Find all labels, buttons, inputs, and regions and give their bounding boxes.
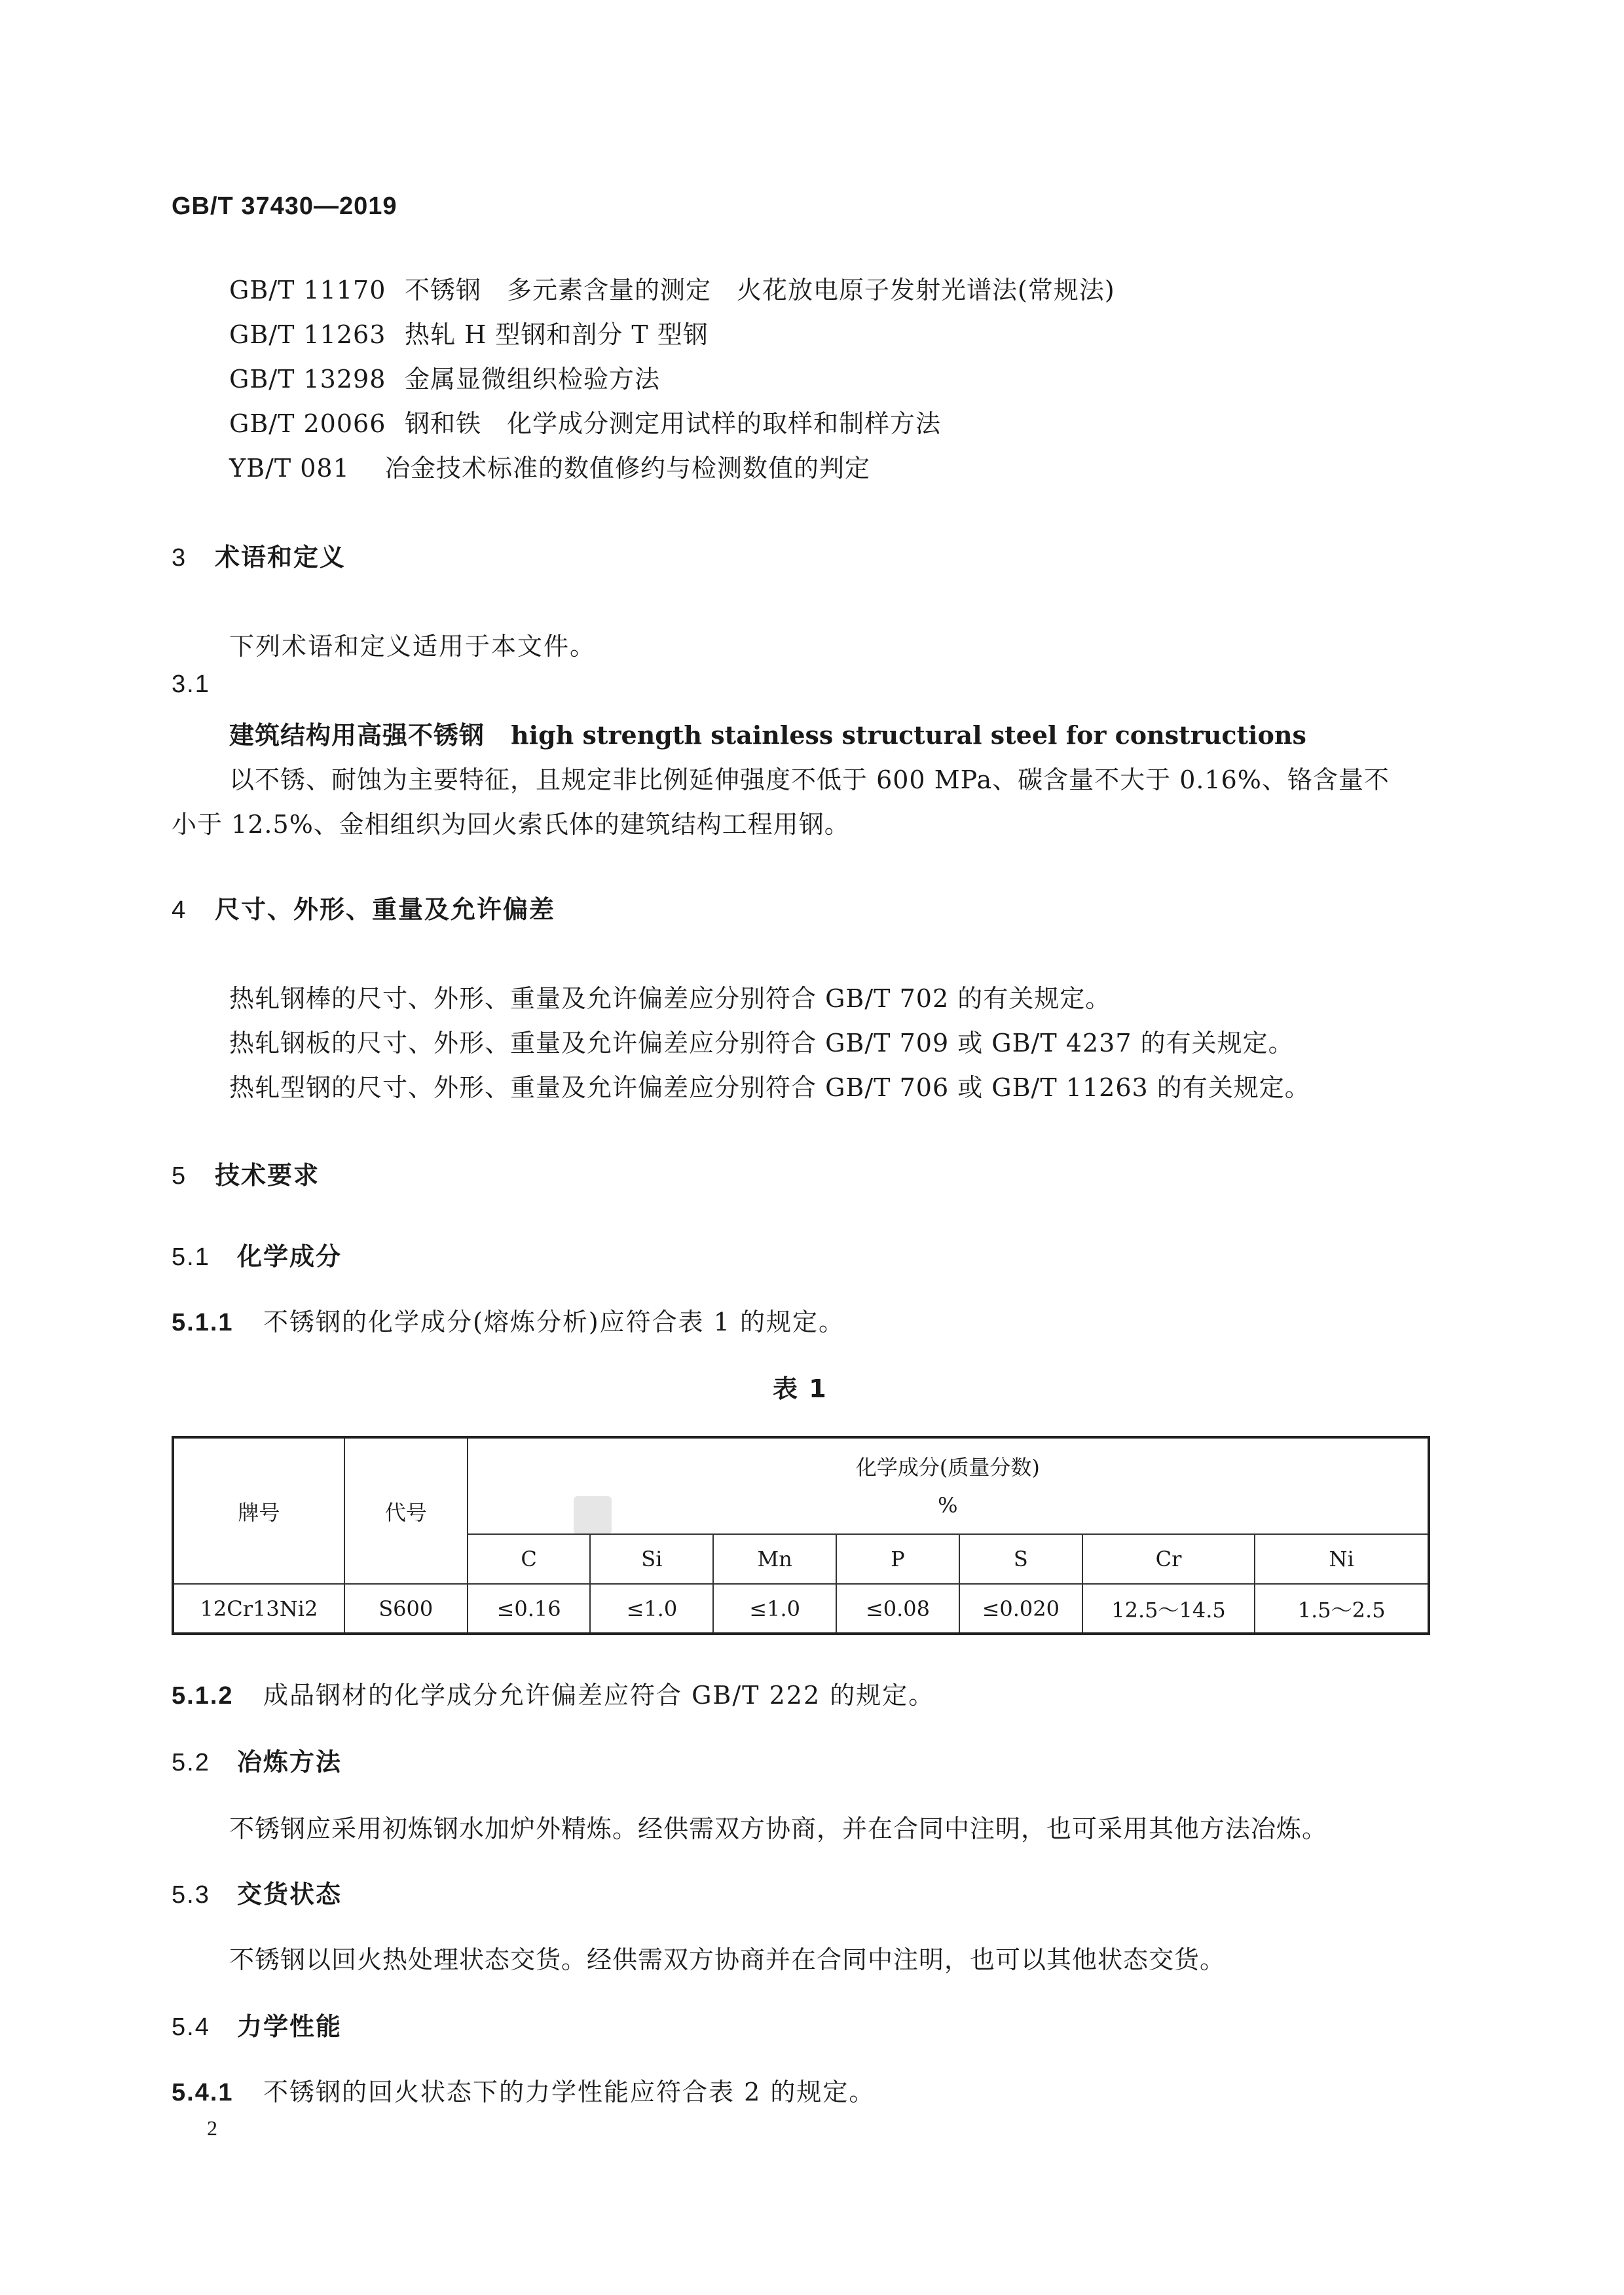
section-5-4-heading: 5.4 力学性能 bbox=[172, 2012, 342, 2041]
section-5-2-heading: 5.2 冶炼方法 bbox=[172, 1748, 342, 1776]
table-cell-value: ≤0.08 bbox=[836, 1584, 959, 1634]
table-header-composition: 化学成分(质量分数) % bbox=[468, 1437, 1429, 1534]
term-definition-line1: 以不锈、耐蚀为主要特征，且规定非比例延伸强度不低于 600 MPa、碳含量不大于 0.16%、铬含量不 bbox=[229, 765, 1390, 794]
section-5-3-heading: 5.3 交货状态 bbox=[172, 1880, 342, 1909]
table-cell-value: ≤1.0 bbox=[713, 1584, 836, 1634]
reference-code: GB/T 20066 bbox=[229, 409, 386, 438]
page-number: 2 bbox=[207, 2116, 217, 2140]
table-cell-value: ≤0.020 bbox=[959, 1584, 1082, 1634]
clause-5-1-1: 5.1.1 不锈钢的化学成分(熔炼分析)应符合表 1 的规定。 bbox=[172, 1308, 845, 1336]
table-header-element: Ni bbox=[1255, 1534, 1429, 1584]
reference-title: 不锈钢 多元素含量的测定 火花放电原子发射光谱法(常规法) bbox=[405, 276, 1115, 304]
table-cell-value: ≤1.0 bbox=[590, 1584, 713, 1634]
table-cell-code: S600 bbox=[344, 1584, 468, 1634]
standard-code: GB/T 37430—2019 bbox=[172, 193, 397, 220]
clause-5-4-1: 5.4.1 不锈钢的回火状态下的力学性能应符合表 2 的规定。 bbox=[172, 2078, 876, 2106]
table-1-caption: 表 1 bbox=[773, 1374, 828, 1403]
term-definition-line2: 小于 12.5%、金相组织为回火索氏体的建筑结构工程用钢。 bbox=[172, 810, 850, 839]
reference-code: GB/T 11170 bbox=[229, 276, 386, 304]
table-header-element: C bbox=[468, 1534, 591, 1584]
term-en: high strength stainless structural steel for constructions bbox=[511, 720, 1306, 750]
section-5-2-text: 不锈钢应采用初炼钢水加炉外精炼。经供需双方协商，并在合同中注明，也可采用其他方法冶炼。 bbox=[229, 1814, 1328, 1843]
section-4-line: 热轧型钢的尺寸、外形、重量及允许偏差应分别符合 GB/T 706 或 GB/T 11263 的有关规定。 bbox=[229, 1073, 1310, 1102]
section-5-heading: 5 技术要求 bbox=[172, 1161, 320, 1190]
term-number: 3.1 bbox=[172, 670, 210, 698]
section-5-1-heading: 5.1 化学成分 bbox=[172, 1242, 342, 1271]
table-header-element: S bbox=[959, 1534, 1082, 1584]
term-zh: 建筑结构用高强不锈钢 bbox=[229, 721, 485, 750]
reference-code: GB/T 11263 bbox=[229, 320, 386, 349]
table-cell-value: 12.5～14.5 bbox=[1082, 1584, 1255, 1634]
reference-item bbox=[229, 403, 941, 439]
reference-item bbox=[229, 314, 709, 350]
reference-title: 钢和铁 化学成分测定用试样的取样和制样方法 bbox=[405, 409, 942, 438]
table-header-grade: 牌号 bbox=[173, 1437, 344, 1584]
table-header-element: Cr bbox=[1082, 1534, 1255, 1584]
section-3-heading: 3 术语和定义 bbox=[172, 543, 346, 572]
table-cell-value: 1.5～2.5 bbox=[1255, 1584, 1429, 1634]
reference-title: 冶金技术标准的数值修约与检测数值的判定 bbox=[385, 454, 871, 483]
section-4-line: 热轧钢棒的尺寸、外形、重量及允许偏差应分别符合 GB/T 702 的有关规定。 bbox=[229, 984, 1111, 1013]
reference-item bbox=[229, 359, 660, 395]
term-title bbox=[229, 715, 1306, 751]
section-3-intro: 下列术语和定义适用于本文件。 bbox=[229, 632, 597, 661]
section-4-heading: 4 尺寸、外形、重量及允许偏差 bbox=[172, 895, 556, 924]
table-cell-grade: 12Cr13Ni2 bbox=[173, 1584, 344, 1634]
reference-item bbox=[229, 270, 1115, 306]
table-cell-value: ≤0.16 bbox=[468, 1584, 591, 1634]
reference-item bbox=[229, 448, 870, 484]
reference-code: YB/T 081 bbox=[229, 454, 350, 483]
table-header-element: P bbox=[836, 1534, 959, 1584]
table-header-element: Mn bbox=[713, 1534, 836, 1584]
reference-title: 热轧 H 型钢和剖分 T 型钢 bbox=[405, 320, 709, 349]
reference-code: GB/T 13298 bbox=[229, 365, 386, 394]
section-5-3-text: 不锈钢以回火热处理状态交货。经供需双方协商并在合同中注明，也可以其他状态交货。 bbox=[229, 1945, 1226, 1974]
table-header-element: Si bbox=[590, 1534, 713, 1584]
table-row bbox=[173, 1584, 1429, 1634]
table-1 bbox=[172, 1436, 1430, 1635]
table-header-code: 代号 bbox=[344, 1437, 468, 1584]
reference-title: 金属显微组织检验方法 bbox=[405, 365, 661, 394]
clause-5-1-2: 5.1.2 成品钢材的化学成分允许偏差应符合 GB/T 222 的规定。 bbox=[172, 1681, 935, 1710]
section-4-line: 热轧钢板的尺寸、外形、重量及允许偏差应分别符合 GB/T 709 或 GB/T 4237 的有关规定。 bbox=[229, 1029, 1294, 1057]
